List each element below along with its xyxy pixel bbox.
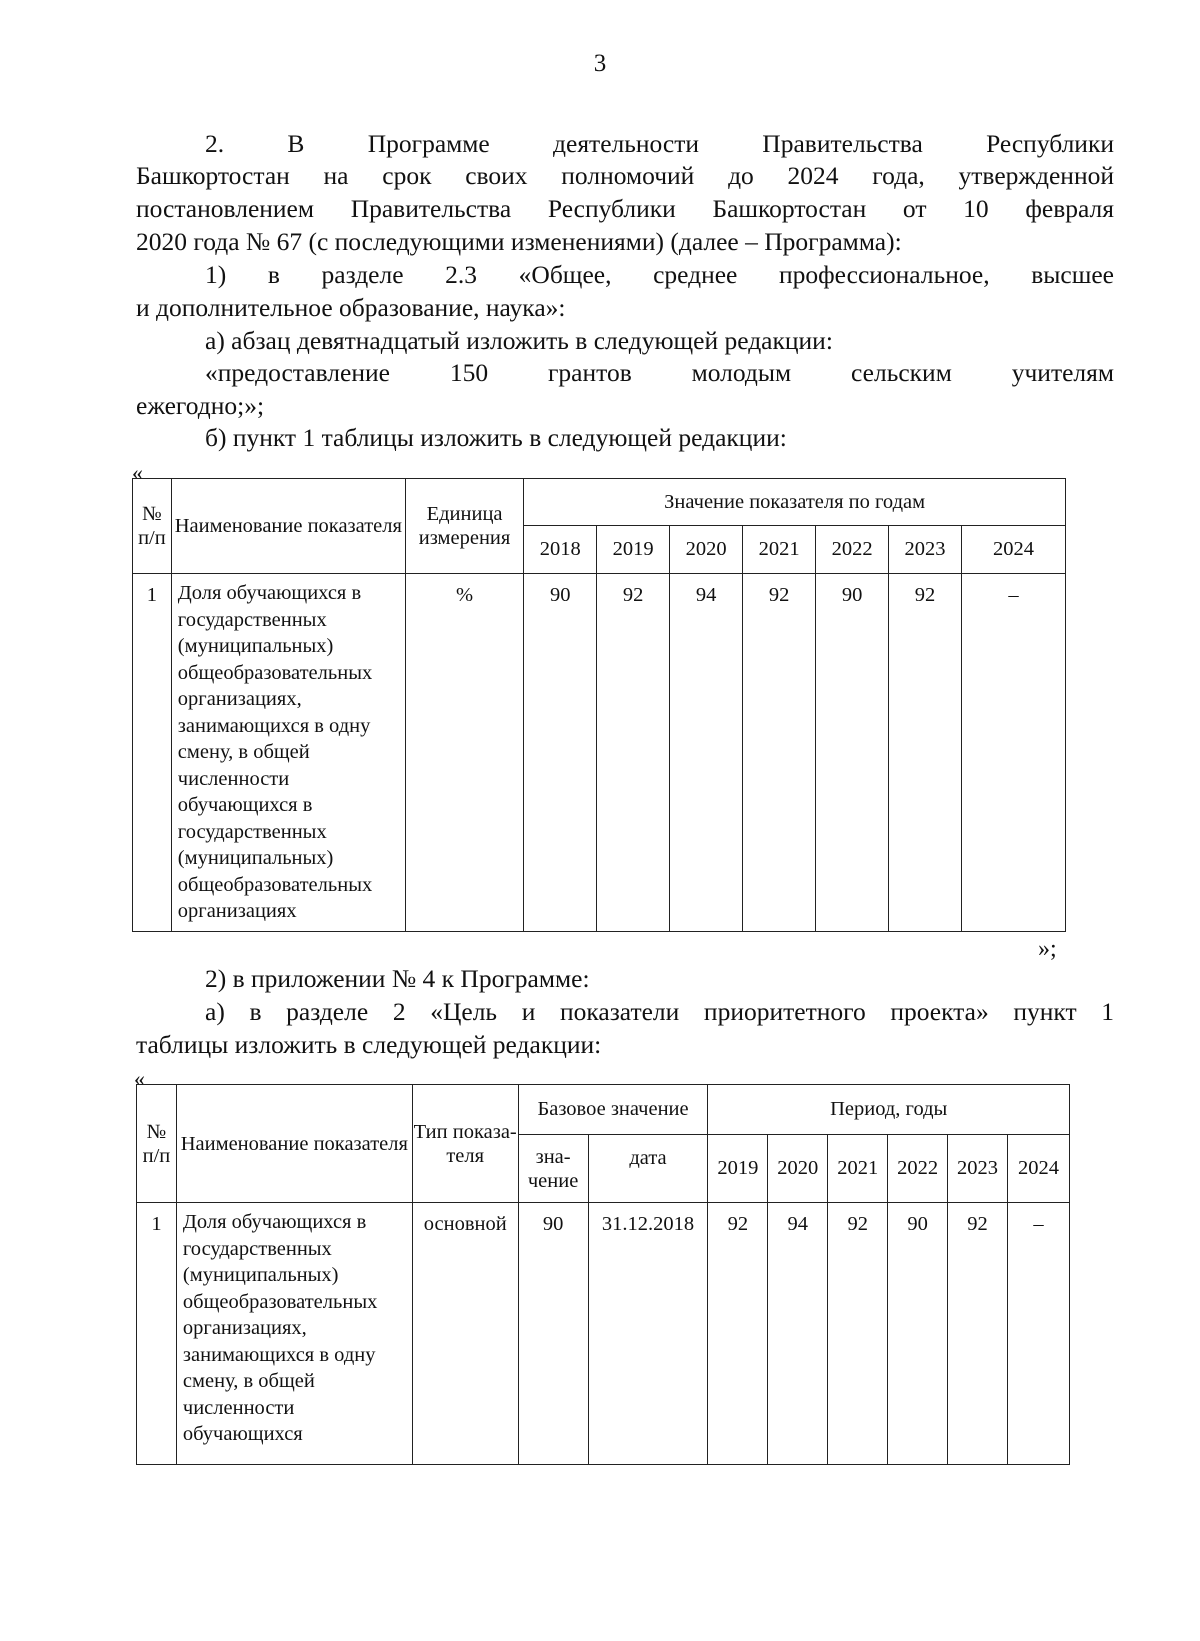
paragraph-line: «предоставление 150 грантов молодым сельским учителям xyxy=(205,358,1114,387)
row-indicator-name: Доля обучающихся в государственных (муниципальных) общеобразовательных организациях, занимающихся в одну смену, в общей численности обучающихся xyxy=(176,1203,412,1465)
row-num: 1 xyxy=(133,574,172,932)
header-name: Наименование показателя xyxy=(171,479,405,574)
header-year: 2020 xyxy=(768,1135,828,1203)
row-type: основной xyxy=(412,1203,518,1465)
header-year: 2023 xyxy=(948,1135,1008,1203)
header-base-date: дата xyxy=(588,1135,708,1203)
row-value: 92 xyxy=(743,574,816,932)
row-value: 94 xyxy=(768,1203,828,1465)
row-value: 94 xyxy=(670,574,743,932)
header-year: 2024 xyxy=(962,526,1066,574)
header-year: 2019 xyxy=(708,1135,768,1203)
table-row xyxy=(137,1203,1070,1465)
paragraph-line: 2020 года № 67 (с последующими изменениями) (далее – Программа): xyxy=(136,227,902,256)
header-period-group: Период, годы xyxy=(708,1085,1070,1135)
row-base-date: 31.12.2018 xyxy=(588,1203,708,1465)
row-value: 92 xyxy=(597,574,670,932)
row-value: 92 xyxy=(708,1203,768,1465)
header-type: Тип показа-теля xyxy=(412,1085,518,1203)
paragraph-line: ежегодно;»; xyxy=(136,391,265,420)
header-name: Наименование показателя xyxy=(176,1085,412,1203)
header-year: 2022 xyxy=(816,526,889,574)
paragraph-line: б) пункт 1 таблицы изложить в следующей редакции: xyxy=(205,423,787,452)
paragraph-line: таблицы изложить в следующей редакции: xyxy=(136,1030,602,1059)
row-value: 92 xyxy=(828,1203,888,1465)
indicator-table-2 xyxy=(136,1084,1070,1465)
paragraph-line: 2) в приложении № 4 к Программе: xyxy=(205,964,590,993)
closing-quote: »; xyxy=(1038,936,1057,962)
header-year: 2023 xyxy=(889,526,962,574)
header-year: 2021 xyxy=(743,526,816,574)
paragraph-line: а) в разделе 2 «Цель и показатели приоритетного проекта» пункт 1 xyxy=(205,997,1114,1026)
header-year: 2018 xyxy=(524,526,597,574)
row-base-value: 90 xyxy=(518,1203,588,1465)
opening-quote: « xyxy=(132,460,143,485)
row-value: – xyxy=(1007,1203,1069,1465)
header-year: 2022 xyxy=(888,1135,948,1203)
table-row xyxy=(133,574,1066,932)
header-num: № п/п xyxy=(137,1085,177,1203)
row-value: 90 xyxy=(816,574,889,932)
paragraph-line: Башкортостан на срок своих полномочий до 2024 года, утвержденной xyxy=(136,161,1114,190)
paragraph-line: и дополнительное образование, наука»: xyxy=(136,293,566,322)
row-value: – xyxy=(962,574,1066,932)
row-indicator-name: Доля обучающихся в государственных (муниципальных) общеобразовательных организациях, занимающихся в одну смену, в общей численности обучающихся в государственных (муниципальных) общеобразовательных организациях xyxy=(171,574,405,932)
paragraph-line: 2. В Программе деятельности Правительства Республики xyxy=(205,129,1114,158)
paragraph-line: 1) в разделе 2.3 «Общее, среднее профессиональное, высшее xyxy=(205,260,1114,289)
row-value: 90 xyxy=(524,574,597,932)
indicator-table-1 xyxy=(132,478,1066,932)
paragraph-line: постановлением Правительства Республики Башкортостан от 10 февраля xyxy=(136,194,1114,223)
header-years-group: Значение показателя по годам xyxy=(524,479,1066,526)
header-num: № п/п xyxy=(133,479,172,574)
row-value: 92 xyxy=(948,1203,1008,1465)
header-year: 2024 xyxy=(1007,1135,1069,1203)
header-year: 2020 xyxy=(670,526,743,574)
page-number: 3 xyxy=(593,50,607,77)
header-unit: Единица измерения xyxy=(405,479,523,574)
header-year: 2021 xyxy=(828,1135,888,1203)
row-value: 92 xyxy=(889,574,962,932)
header-year: 2019 xyxy=(597,526,670,574)
header-base-group: Базовое значение xyxy=(518,1085,708,1135)
row-value: 90 xyxy=(888,1203,948,1465)
row-num: 1 xyxy=(137,1203,177,1465)
opening-quote: « xyxy=(134,1066,145,1091)
header-base-value: зна-чение xyxy=(518,1135,588,1203)
paragraph-line: а) абзац девятнадцатый изложить в следующей редакции: xyxy=(205,326,833,355)
row-unit: % xyxy=(405,574,523,932)
